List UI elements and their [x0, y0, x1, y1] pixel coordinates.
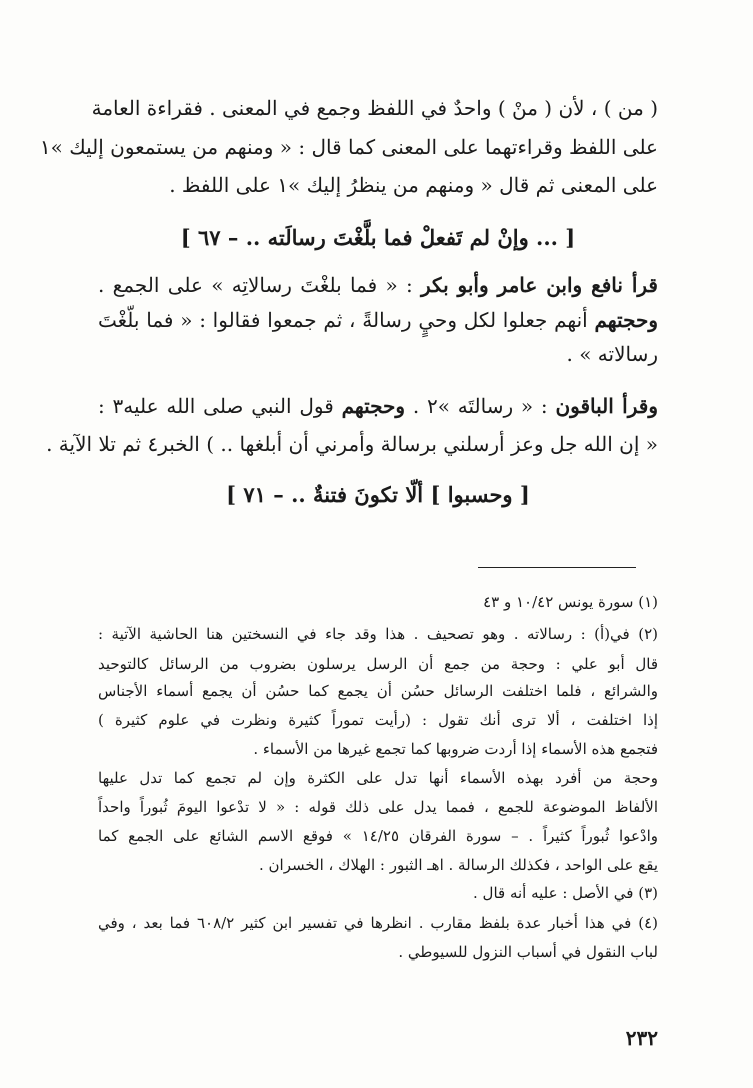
argument-term: وحجتهم: [341, 394, 406, 418]
body-line: على المعنى ثم قال « ومنهم من ينظرُ إليك »١ على اللفظ .: [169, 173, 658, 197]
footnote-line: قال أبو علي : وحجة من جمع أن الرسل يرسلون بضروب من الرسائل كالتوحيد: [98, 655, 658, 673]
body-line: ( من ) ، لأن ( منْ ) واحدٌ في اللفظ وجمع في المعنى . فقراءة العامة: [91, 96, 658, 120]
readers-name: وقرأ الباقون: [555, 394, 658, 418]
body-line: « إن الله جل وعز أرسلني برسالة وأمرني أن أبلغها .. ) الخبر٤ ثم تلا الآية .: [46, 432, 658, 456]
footnote-2: (٢) في(أ) : رسالاته . وهو تصحيف . هذا وقد جاء في النسختين هنا الحاشية الآتية :: [98, 625, 658, 643]
footnote-3: (٣) في الأصل : عليه أنه قال .: [473, 884, 658, 902]
footnote-line: وحجة من أفرد بهذه الأسماء أنها تدل على الكثرة وإن لم تجمع كما تدل عليها: [98, 769, 658, 787]
footnote-divider: [478, 567, 636, 568]
body-line: على اللفظ وقراءتهما على المعنى كما قال : « ومنهم من يستمعون إليك »١: [39, 135, 658, 159]
footnote-line: لباب النقول في أسباب النزول للسيوطي .: [398, 943, 658, 961]
body-line: قرأ نافع وابن عامر وأبو بكر : « فما بلغْتَ رسالاتِه » على الجمع .: [98, 273, 658, 297]
footnote-line: والشرائع ، فلما اختلفت الرسائل حسُن أن يجمع كما حسُن أن يجمع أسماء الأجناس: [98, 682, 658, 700]
quran-verse-67: [ ... وإنْ لم تَفعلْ فما بلَّغْتَ رسالَته .. – ٦٧ ]: [180, 225, 576, 250]
footnote-1: (١) سورة يونس ١٠/٤٢ و ٤٣: [483, 593, 658, 611]
body-line: وحجتهم أنهم جعلوا لكل وحيٍ رسالةً ، ثم جمعوا فقالوا : « فما بلّغْتَ: [98, 308, 658, 332]
footnote-line: إذا اختلفت ، ألا ترى أنك تقول : (رأيت تموراً كثيرة ونظرت في علوم كثيرة ): [98, 711, 658, 729]
footnote-4: (٤) في هذا أخبار عدة بلفظ مقارب . انظرها في تفسير ابن كثير ٦٠٨/٢ فما بعد ، وفي: [98, 914, 658, 932]
footnote-line: يقع على الواحد ، فكذلك الرسالة . اهـ الثبور : الهلاك ، الخسران .: [258, 856, 658, 874]
footnote-line: وادْعوا ثُبوراً كثيراً . – سورة الفرقان ١٤/٢٥ » فوقع الاسم الشائع على الجمع كما: [98, 827, 658, 845]
readers-name: قرأ نافع وابن عامر وأبو بكر: [421, 273, 658, 297]
page-number: ٢٣٢: [625, 1026, 658, 1050]
quran-verse-71: [ وحسبوا ] ألّا تكونَ فتنةٌ .. – ٧١ ]: [226, 482, 530, 507]
body-line: رسالاته » .: [566, 342, 658, 366]
argument-term: وحجتهم: [594, 308, 658, 332]
footnote-line: فتجمع هذه الأسماء إذا أردت ضروبها كما تجمع غيرها من الأسماء .: [253, 740, 658, 758]
footnote-line: الألفاظ الموضوعة للجمع ، فمما يدل على ذلك قوله : « لا تدْعوا اليومَ ثُبوراً واحداً: [98, 798, 658, 816]
body-line: وقرأ الباقون : « رسالتَه »٢ . وحجتهم قول النبي صلى الله عليه٣ :: [98, 394, 658, 418]
